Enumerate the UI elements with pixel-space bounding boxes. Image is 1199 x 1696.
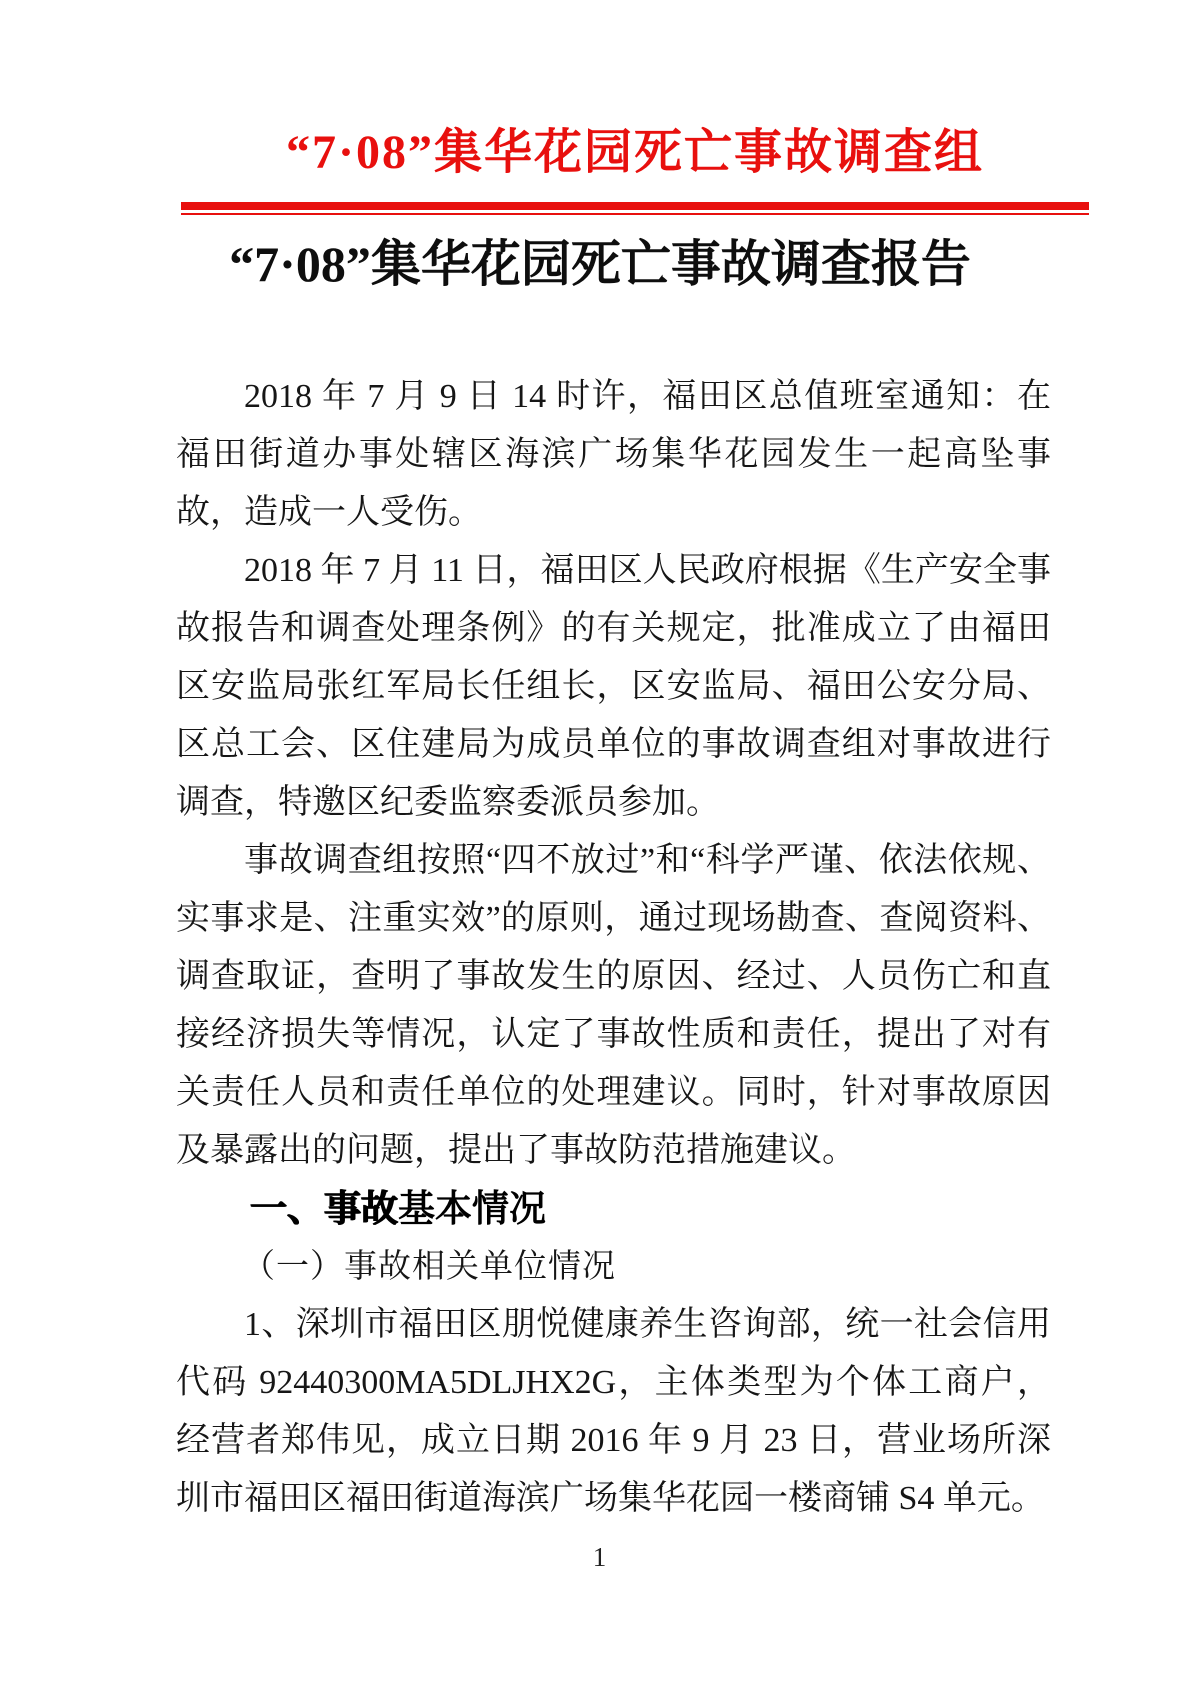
document-body: [176, 368, 1051, 1528]
body-paragraph-1: 2018 年 7 月 9 日 14 时许，福田区总值班室通知：在福田街道办事处辖区海滨广场集华花园发生一起高坠事故，造成一人受伤。: [176, 378, 1051, 531]
section-heading-rest: 基本情况: [398, 1188, 546, 1229]
page-number: 1: [592, 1542, 607, 1572]
document-title: “7·08”集华花园死亡事故调查报告: [229, 236, 971, 292]
section-subheading: （一）事故相关单位情况: [242, 1249, 616, 1285]
letterhead-org-title: “7·08”集华花园死亡事故调查组: [285, 126, 984, 179]
letterhead: [181, 122, 1089, 215]
body-paragraph-3: 事故调查组按照“四不放过”和“科学严谨、依法依规、实事求是、注重实效”的原则，通过现场勘查、查阅资料、调查取证，查明了事故发生的原因、经过、人员伤亡和直接经济损失等情况，认定了事故性质和责任，提出了对有关责任人员和责任单位的处理建议。同时，针对事故原因及暴露出的问题，提出了事故防范措施建议。: [176, 842, 1051, 1169]
body-paragraph-2: 2018 年 7 月 11 日，福田区人民政府根据《生产安全事故报告和调查处理条例》的有关规定，批准成立了由福田区安监局张红军局长任组长，区安监局、福田公安分局、区总工会、区住建局为成员单位的事故调查组对事故进行调查，特邀区纪委监察委派员参加。: [176, 552, 1051, 821]
section-heading-emphasis: 一、事故: [250, 1188, 398, 1229]
letterhead-rule-thin: [181, 213, 1089, 215]
body-paragraph-item-1: 1、深圳市福田区朋悦健康养生咨询部，统一社会信用代码 92440300MA5DLJHX2G，主体类型为个体工商户，经营者郑伟见，成立日期 2016 年 9 月 23 日，营业场所深圳市福田区福田街道海滨广场集华花园一楼商铺 S4 单元。: [176, 1306, 1051, 1517]
letterhead-rule-thick: [181, 202, 1089, 210]
section-heading: [176, 1180, 1051, 1238]
